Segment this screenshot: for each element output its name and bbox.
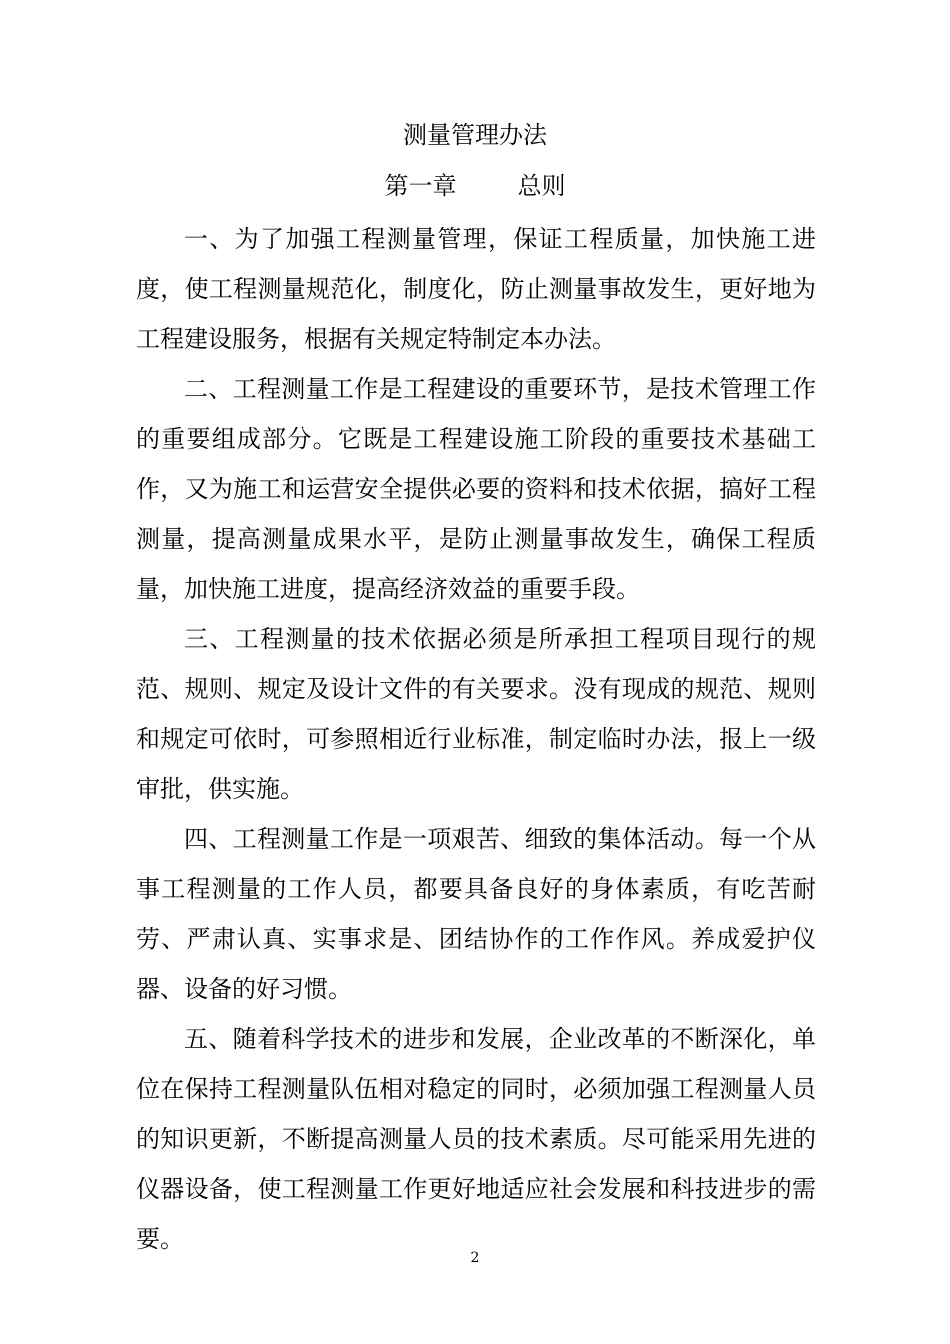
paragraph-5: 五、随着科学技术的进步和发展，企业改革的不断深化，单位在保持工程测量队伍相对稳定的同时，必须加强工程测量人员的知识更新，不断提高测量人员的技术素质。尽可能采用先进的仪器设备，使工程测量工作更好地适应社会发展和科技进步的需要。: [136, 1025, 816, 1253]
page-number: 2: [470, 1250, 480, 1266]
paragraph-1: 一、为了加强工程测量管理，保证工程质量，加快施工进度，使工程测量规范化，制度化，防止测量事故发生，更好地为工程建设服务，根据有关规定特制定本办法。: [136, 225, 816, 353]
paragraph-3: 三、工程测量的技术依据必须是所承担工程项目现行的规范、规则、规定及设计文件的有关要求。没有现成的规范、规则和规定可依时，可参照相近行业标准，制定临时办法，报上一级审批，供实施。: [136, 625, 816, 803]
document-title: 测量管理办法: [403, 121, 547, 149]
chapter-heading: 第一章 总则: [384, 172, 566, 200]
paragraph-2: 二、工程测量工作是工程建设的重要环节，是技术管理工作的重要组成部分。它既是工程建设施工阶段的重要技术基础工作，又为施工和运营安全提供必要的资料和技术依据，搞好工程测量，提高测量成果水平，是防止测量事故发生，确保工程质量，加快施工进度，提高经济效益的重要手段。: [136, 375, 816, 603]
document-body: [136, 214, 816, 1264]
paragraph-4: 四、工程测量工作是一项艰苦、细致的集体活动。每一个从事工程测量的工作人员，都要具备良好的身体素质，有吃苦耐劳、严肃认真、实事求是、团结协作的工作作风。养成爱护仪器、设备的好习惯。: [136, 825, 816, 1003]
